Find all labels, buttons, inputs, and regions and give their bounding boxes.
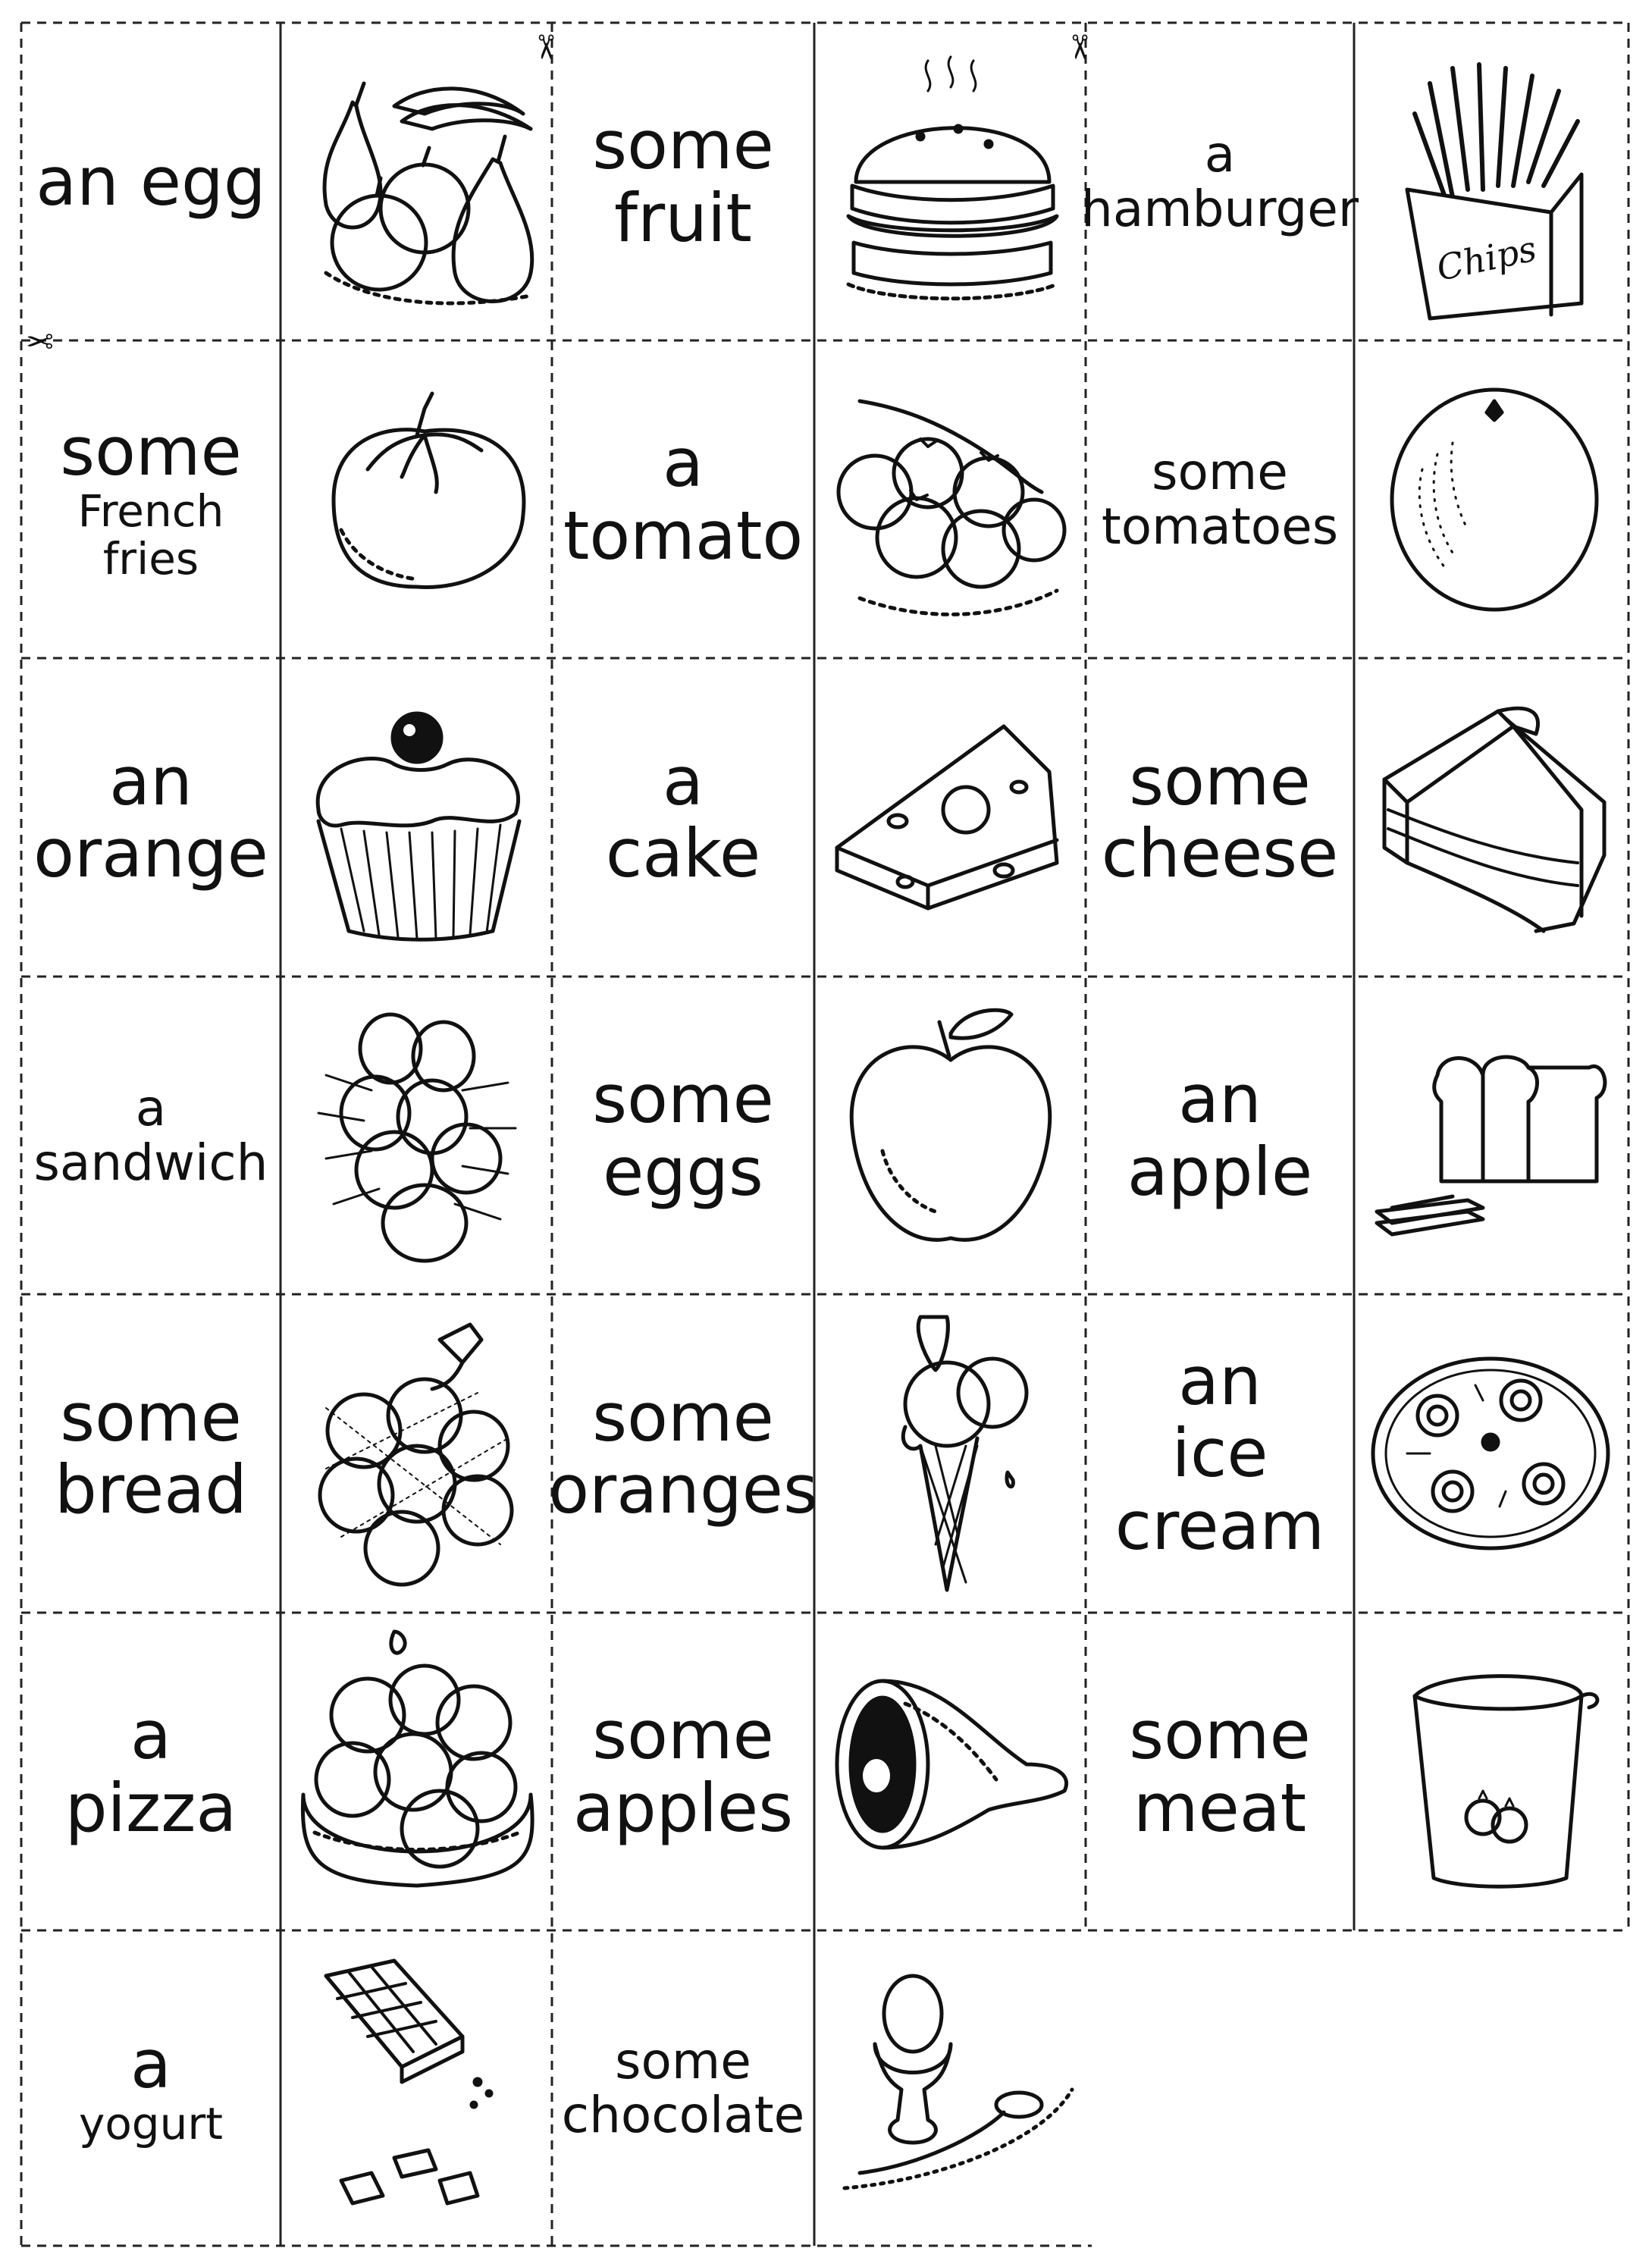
word-card-line: some [592,106,774,185]
word-card-some-eggs[interactable] [552,977,814,1294]
word-card-line: some [592,1060,774,1139]
picture-card-yogurt[interactable] [1354,1613,1628,1930]
word-card-line: a [130,1696,171,1775]
word-card-line: orange [33,814,268,892]
yogurt-pot-icon [1354,1613,1628,1930]
word-card-line: bread [54,1450,248,1529]
word-card-a-cake[interactable] [552,658,814,977]
picture-card-boiled-egg[interactable] [814,1930,1092,2246]
ice-cream-cone-icon [814,1294,1086,1613]
word-card-line: a [663,742,704,820]
word-card-line: hamburger [1081,179,1359,238]
word-card-line: yogurt [79,2098,223,2150]
word-card-line: fries [102,533,199,585]
word-card-some-fruit[interactable] [552,23,814,340]
word-card-a-pizza[interactable] [21,1613,281,1930]
chocolate-bar-icon [281,1930,552,2246]
word-card-line: cake [605,814,761,892]
word-card-an-ice-cream[interactable] [1086,1294,1354,1613]
tomatoes-vine-icon [814,340,1086,658]
word-card-line: tomatoes [1101,497,1339,556]
word-card-line: cream [1114,1486,1325,1565]
word-card-some-meat[interactable] [1086,1613,1354,1930]
eggs-nest-icon [281,977,552,1294]
scissors-icon: ✂ [1059,33,1099,61]
picture-card-cheese[interactable] [814,658,1086,977]
picture-card-apples[interactable] [281,1613,552,1930]
picture-card-meat[interactable] [814,1613,1086,1930]
word-card-line: some [60,412,242,491]
word-card-an-egg[interactable] [21,23,281,340]
word-card-line: some [60,1378,242,1456]
sandwich-icon [1354,658,1628,977]
word-card-line: fruit [614,178,752,257]
hamburger-icon [814,23,1086,340]
word-card-line: some [1152,443,1288,502]
word-card-a-tomato[interactable] [552,340,814,658]
picture-card-tomato[interactable] [281,340,552,658]
fruit-bowl-icon [281,23,552,340]
word-card-line: an egg [36,142,266,221]
word-card-line: an [109,742,193,820]
cheese-icon [814,658,1086,977]
word-card-line: some [1129,742,1311,820]
word-card-some-chocolate[interactable] [552,1930,814,2246]
picture-card-orange[interactable] [1354,340,1628,658]
word-card-line: a [663,424,704,503]
word-card-some-oranges[interactable] [548,1294,818,1613]
word-card-line: chocolate [561,2086,805,2144]
word-card-line: apples [572,1768,794,1847]
apple-icon [814,977,1086,1294]
picture-card-fruit[interactable] [281,23,552,340]
picture-card-bread[interactable] [1354,977,1628,1294]
picture-card-chips[interactable] [1354,23,1628,340]
word-card-some-bread[interactable] [21,1294,281,1613]
picture-card-apple[interactable] [814,977,1086,1294]
picture-card-tomatoes[interactable] [814,340,1086,658]
word-card-line: some [1129,1696,1311,1775]
word-card-line: sandwich [33,1133,268,1192]
picture-card-eggs[interactable] [281,977,552,1294]
chips-box-label: Chips [1433,227,1541,289]
word-card-a-sandwich[interactable] [21,977,281,1294]
word-card-line: tomato [563,496,804,575]
word-card-line: cheese [1101,814,1339,892]
ham-leg-icon [814,1613,1086,1930]
word-card-line: an [1178,1342,1262,1421]
oranges-bag-icon [281,1294,552,1613]
word-card-line: oranges [548,1450,818,1529]
word-card-line: a [130,2025,171,2104]
scissors-icon: ✂ [26,321,54,359]
cupcake-icon [281,658,552,977]
pizza-icon [1354,1294,1628,1613]
word-card-line: pizza [64,1768,237,1847]
word-card-line: apple [1127,1132,1313,1211]
apples-basket-icon [281,1613,552,1930]
word-card-line: some [592,1378,774,1456]
word-card-line: ice [1171,1414,1268,1493]
word-card-some-french-fries[interactable] [21,340,281,658]
boiled-egg-cup-icon [814,1930,1092,2246]
word-card-line: an [1178,1060,1262,1139]
word-card-line: some [615,2031,751,2090]
picture-card-cupcake[interactable] [281,658,552,977]
chips-box-icon [1354,23,1628,340]
word-card-some-tomatoes[interactable] [1086,340,1354,658]
bread-loaf-icon [1354,977,1628,1294]
word-card-some-apples[interactable] [552,1613,814,1930]
word-card-line: meat [1133,1768,1307,1847]
word-card-a-yogurt[interactable] [21,1930,281,2246]
word-card-an-orange[interactable] [21,658,281,977]
picture-card-pizza[interactable] [1354,1294,1628,1613]
picture-card-ice-cream[interactable] [814,1294,1086,1613]
tomato-icon [281,340,552,658]
word-card-some-cheese[interactable] [1086,658,1354,977]
word-card-line: a [135,1079,167,1138]
word-card-a-hamburger[interactable] [1081,23,1359,340]
word-card-an-apple[interactable] [1086,977,1354,1294]
word-card-line: eggs [603,1132,763,1211]
scissors-icon: ✂ [525,33,565,61]
picture-card-sandwich[interactable] [1354,658,1628,977]
picture-card-chocolate[interactable] [281,1930,552,2246]
word-card-line: some [592,1696,774,1775]
picture-card-oranges[interactable] [281,1294,552,1613]
orange-icon [1354,340,1628,658]
word-card-line: French [77,485,224,538]
picture-card-hamburger[interactable] [814,23,1086,340]
word-card-line: a [1204,125,1236,184]
